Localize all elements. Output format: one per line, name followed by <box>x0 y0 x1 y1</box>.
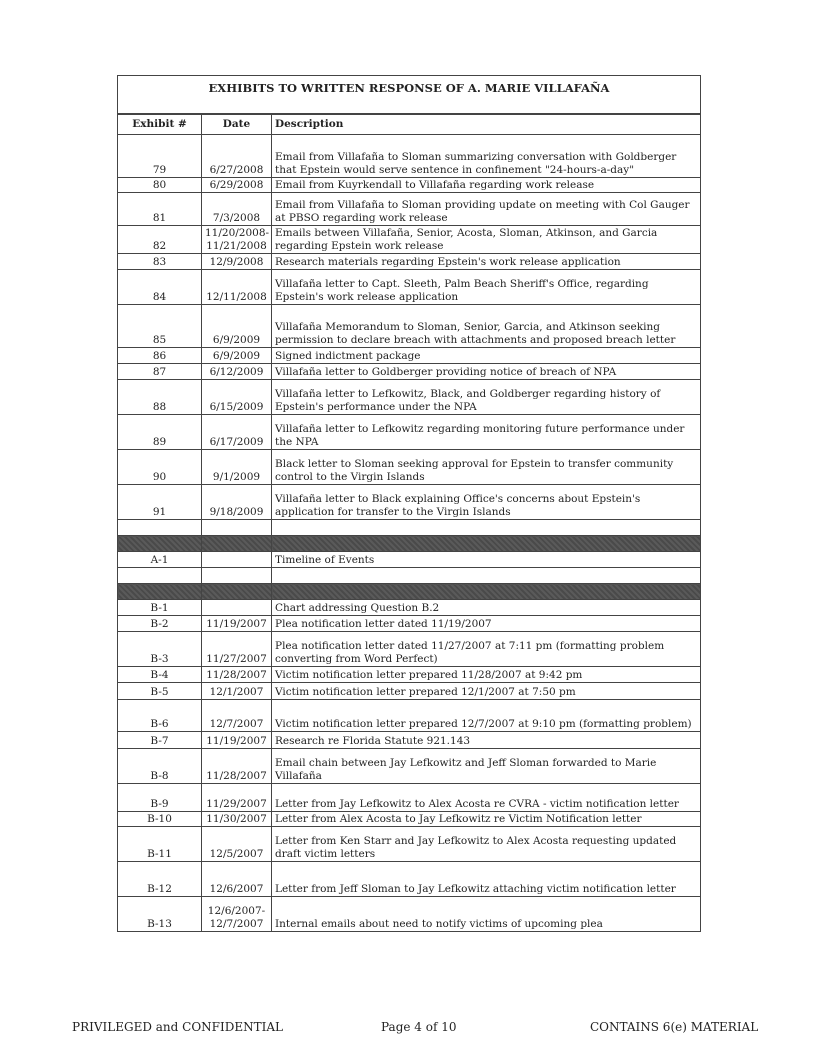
description-cell: Plea notification letter dated 11/19/2007 <box>272 616 701 632</box>
exhibit-cell: B-13 <box>118 897 202 932</box>
table-row <box>118 683 701 700</box>
exhibits-table <box>117 75 701 932</box>
exhibit-cell: 88 <box>118 380 202 415</box>
description-cell: Victim notification letter prepared 12/1/2007 at 7:50 pm <box>272 683 701 700</box>
table-row <box>118 415 701 450</box>
date-cell: 11/30/2007 <box>202 812 272 827</box>
description-cell: Villafaña letter to Lefkowitz regarding monitoring future performance under the NPA <box>272 415 701 450</box>
table-row <box>118 135 701 178</box>
description-cell: Letter from Alex Acosta to Jay Lefkowitz re Victim Notification letter <box>272 812 701 827</box>
date-cell: 12/9/2008 <box>202 254 272 270</box>
date-cell: 12/1/2007 <box>202 683 272 700</box>
separator-cell <box>272 536 701 552</box>
table-row <box>118 616 701 632</box>
table-row <box>118 784 701 812</box>
description-cell: Victim notification letter prepared 11/28/2007 at 9:42 pm <box>272 667 701 683</box>
date-cell: 6/15/2009 <box>202 380 272 415</box>
footer-contains-material: CONTAINS 6(e) MATERIAL <box>590 1020 759 1034</box>
exhibit-cell: 80 <box>118 178 202 193</box>
exhibit-cell: 90 <box>118 450 202 485</box>
date-cell: 11/28/2007 <box>202 749 272 784</box>
exhibit-cell: B-4 <box>118 667 202 683</box>
exhibit-cell: B-7 <box>118 732 202 749</box>
description-cell: Letter from Jeff Sloman to Jay Lefkowitz attaching victim notification letter <box>272 862 701 897</box>
separator-cell <box>118 536 202 552</box>
separator-cell <box>272 584 701 600</box>
description-cell: Letter from Jay Lefkowitz to Alex Acosta re CVRA - victim notification letter <box>272 784 701 812</box>
date-cell: 7/3/2008 <box>202 193 272 226</box>
table-row <box>118 897 701 932</box>
table-row <box>118 193 701 226</box>
date-cell: 6/27/2008 <box>202 135 272 178</box>
exhibit-cell: 84 <box>118 270 202 305</box>
exhibit-cell: A-1 <box>118 552 202 568</box>
description-cell: Black letter to Sloman seeking approval for Epstein to transfer community control to the Virgin Islands <box>272 450 701 485</box>
table-row <box>118 552 701 568</box>
table-body <box>118 135 701 932</box>
exhibit-cell: 79 <box>118 135 202 178</box>
blank-row <box>118 568 701 584</box>
table-row <box>118 485 701 520</box>
exhibit-cell: 91 <box>118 485 202 520</box>
date-cell: 11/20/2008- 11/21/2008 <box>202 226 272 254</box>
date-cell: 12/7/2007 <box>202 700 272 732</box>
description-cell: Email from Villafaña to Sloman providing update on meeting with Col Gauger at PBSO regarding work release <box>272 193 701 226</box>
table-row <box>118 226 701 254</box>
table-row <box>118 812 701 827</box>
exhibit-cell: 81 <box>118 193 202 226</box>
exhibit-cell: B-3 <box>118 632 202 667</box>
date-cell: 9/18/2009 <box>202 485 272 520</box>
title-spacer <box>118 101 701 114</box>
exhibits-table-wrapper <box>117 75 700 932</box>
date-cell: 12/11/2008 <box>202 270 272 305</box>
date-cell: 11/29/2007 <box>202 784 272 812</box>
table-row <box>118 254 701 270</box>
date-cell: 6/9/2009 <box>202 348 272 364</box>
date-cell: 11/28/2007 <box>202 667 272 683</box>
date-cell: 11/27/2007 <box>202 632 272 667</box>
exhibit-cell: 85 <box>118 305 202 348</box>
exhibit-cell: B-8 <box>118 749 202 784</box>
table-row <box>118 450 701 485</box>
date-cell: 9/1/2009 <box>202 450 272 485</box>
table-row <box>118 732 701 749</box>
description-cell: Emails between Villafaña, Senior, Acosta, Sloman, Atkinson, and Garcia regarding Epstein work release <box>272 226 701 254</box>
date-cell <box>202 552 272 568</box>
date-cell: 12/5/2007 <box>202 827 272 862</box>
date-cell: 6/9/2009 <box>202 305 272 348</box>
date-cell: 6/12/2009 <box>202 364 272 380</box>
blank-row <box>118 520 701 536</box>
exhibit-cell: B-2 <box>118 616 202 632</box>
header-date: Date <box>202 114 272 135</box>
description-cell: Email chain between Jay Lefkowitz and Jeff Sloman forwarded to Marie Villafaña <box>272 749 701 784</box>
description-cell: Victim notification letter prepared 12/7/2007 at 9:10 pm (formatting problem) <box>272 700 701 732</box>
table-row <box>118 178 701 193</box>
exhibit-cell: 89 <box>118 415 202 450</box>
date-cell: 12/6/2007- 12/7/2007 <box>202 897 272 932</box>
separator-cell <box>118 584 202 600</box>
table-row <box>118 700 701 732</box>
blank-cell <box>272 568 701 584</box>
section-separator-row <box>118 536 701 552</box>
exhibit-cell: 82 <box>118 226 202 254</box>
section-separator-row <box>118 584 701 600</box>
table-row <box>118 348 701 364</box>
header-description: Description <box>272 114 701 135</box>
table-row <box>118 380 701 415</box>
exhibit-cell: 87 <box>118 364 202 380</box>
description-cell: Villafaña letter to Goldberger providing notice of breach of NPA <box>272 364 701 380</box>
exhibit-cell: B-5 <box>118 683 202 700</box>
table-row <box>118 749 701 784</box>
table-row <box>118 270 701 305</box>
separator-cell <box>202 584 272 600</box>
table-row <box>118 364 701 380</box>
date-cell: 6/29/2008 <box>202 178 272 193</box>
description-cell: Villafaña letter to Lefkowitz, Black, and Goldberger regarding history of Epstein's performance under the NPA <box>272 380 701 415</box>
date-cell: 6/17/2009 <box>202 415 272 450</box>
exhibit-cell: B-9 <box>118 784 202 812</box>
header-row <box>118 114 701 135</box>
table-title: EXHIBITS TO WRITTEN RESPONSE OF A. MARIE VILLAFAÑA <box>118 76 701 102</box>
footer-page-number: Page 4 of 10 <box>381 1020 457 1034</box>
date-cell: 11/19/2007 <box>202 732 272 749</box>
table-row <box>118 827 701 862</box>
blank-cell <box>202 520 272 536</box>
description-cell: Plea notification letter dated 11/27/2007 at 7:11 pm (formatting problem converting from Word Perfect) <box>272 632 701 667</box>
header-exhibit: Exhibit # <box>118 114 202 135</box>
table-row <box>118 632 701 667</box>
table-row <box>118 862 701 897</box>
description-cell: Email from Villafaña to Sloman summarizing conversation with Goldberger that Epstein would serve sentence in confinement "24-hours-a-day" <box>272 135 701 178</box>
description-cell: Chart addressing Question B.2 <box>272 600 701 616</box>
description-cell: Research materials regarding Epstein's work release application <box>272 254 701 270</box>
blank-cell <box>272 520 701 536</box>
exhibit-cell: B-10 <box>118 812 202 827</box>
description-cell: Internal emails about need to notify victims of upcoming plea <box>272 897 701 932</box>
exhibit-cell: 86 <box>118 348 202 364</box>
exhibit-cell: B-11 <box>118 827 202 862</box>
description-cell: Signed indictment package <box>272 348 701 364</box>
exhibit-cell: B-6 <box>118 700 202 732</box>
blank-cell <box>118 568 202 584</box>
date-cell <box>202 600 272 616</box>
separator-cell <box>202 536 272 552</box>
exhibit-cell: 83 <box>118 254 202 270</box>
description-cell: Research re Florida Statute 921.143 <box>272 732 701 749</box>
description-cell: Timeline of Events <box>272 552 701 568</box>
blank-cell <box>118 520 202 536</box>
description-cell: Letter from Ken Starr and Jay Lefkowitz to Alex Acosta requesting updated draft victim letters <box>272 827 701 862</box>
description-cell: Villafaña letter to Black explaining Office's concerns about Epstein's application for transfer to the Virgin Islands <box>272 485 701 520</box>
exhibit-cell: B-1 <box>118 600 202 616</box>
description-cell: Villafaña Memorandum to Sloman, Senior, Garcia, and Atkinson seeking permission to declare breach with attachments and proposed breach letter <box>272 305 701 348</box>
table-row <box>118 305 701 348</box>
blank-cell <box>202 568 272 584</box>
footer-privileged: PRIVILEGED and CONFIDENTIAL <box>72 1020 283 1034</box>
date-cell: 11/19/2007 <box>202 616 272 632</box>
table-row <box>118 600 701 616</box>
description-cell: Email from Kuyrkendall to Villafaña regarding work release <box>272 178 701 193</box>
description-cell: Villafaña letter to Capt. Sleeth, Palm Beach Sheriff's Office, regarding Epstein's work release application <box>272 270 701 305</box>
table-row <box>118 667 701 683</box>
exhibit-cell: B-12 <box>118 862 202 897</box>
date-cell: 12/6/2007 <box>202 862 272 897</box>
